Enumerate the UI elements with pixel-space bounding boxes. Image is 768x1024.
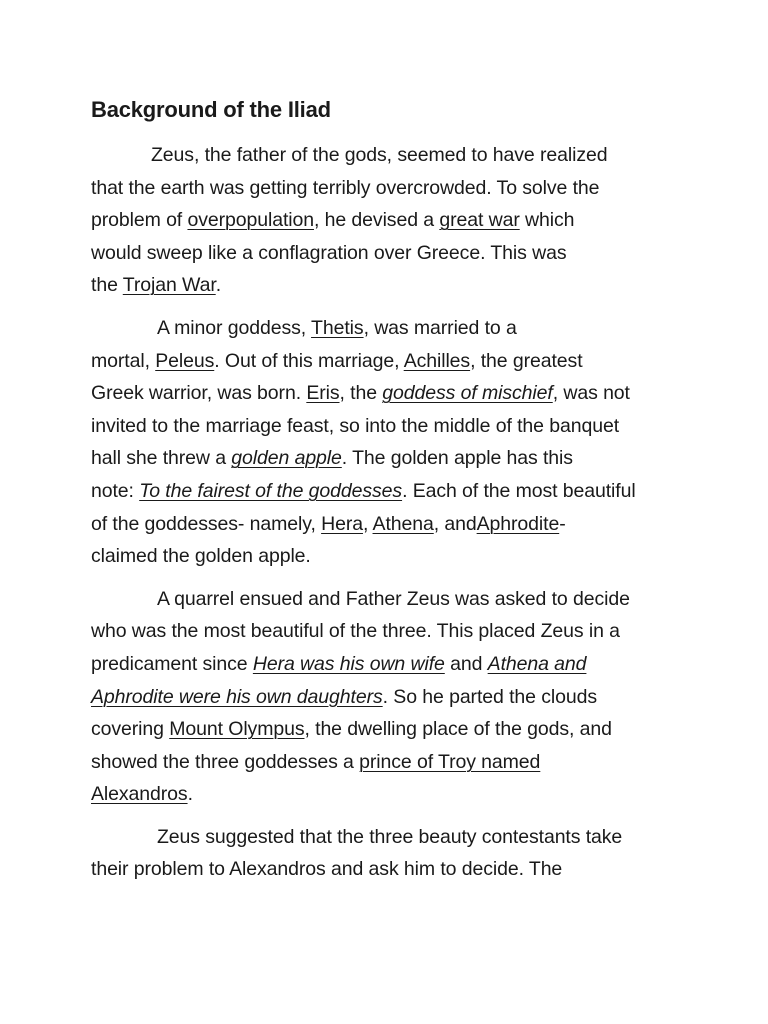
paragraph-line: A minor goddess, Thetis, was married to a [157, 316, 517, 339]
paragraph-line: the Trojan War. [91, 274, 222, 297]
paragraph-4 [91, 821, 688, 886]
paragraph-line: who was the most beautiful of the three. This placed Zeus in a [91, 620, 620, 643]
link-eris[interactable]: Eris [306, 382, 340, 405]
paragraph-line: invited to the marriage feast, so into the middle of the banquet [91, 414, 620, 437]
link-alexandros[interactable]: Alexandros [91, 783, 188, 806]
link-athena-aphrodite-cont[interactable]: Aphrodite were his own daughters [91, 685, 383, 708]
link-thetis[interactable]: Thetis [311, 316, 364, 339]
paragraph-2 [91, 312, 688, 573]
link-peleus[interactable]: Peleus [155, 349, 215, 372]
paragraph-line: that the earth was getting terribly overcrowded. To solve the [91, 176, 600, 199]
paragraph-line: would sweep like a conflagration over Greece. This was [91, 241, 567, 264]
link-hera-wife[interactable]: Hera was his own wife [252, 652, 445, 675]
paragraph-line: of the goddesses- namely, Hera, Athena, andAphrodite- [91, 512, 566, 535]
paragraph-3 [91, 583, 688, 811]
link-fairest-goddesses[interactable]: To the fairest of the goddesses [139, 479, 403, 502]
link-hera[interactable]: Hera [321, 512, 363, 535]
paragraph-line: covering Mount Olympus, the dwelling place of the gods, and [91, 718, 612, 741]
link-great-war[interactable]: great war [439, 209, 520, 232]
paragraph-line: Alexandros. [91, 783, 193, 806]
paragraph-line: Zeus, the father of the gods, seemed to have realized [151, 144, 608, 166]
paragraph-line: hall she threw a golden apple. The golden apple has this [91, 447, 573, 470]
link-prince-of-troy[interactable]: prince of Troy named [359, 750, 541, 773]
page-title: Background of the Iliad [91, 97, 331, 122]
link-goddess-of-mischief[interactable]: goddess of mischief [382, 382, 553, 405]
paragraph-line: note: To the fairest of the goddesses. Each of the most beautiful [91, 479, 636, 502]
link-trojan-war[interactable]: Trojan War [122, 274, 216, 297]
paragraph-line: Greek warrior, was born. Eris, the goddess of mischief, was not [91, 382, 630, 405]
paragraph-line: problem of overpopulation, he devised a great war which [91, 209, 575, 232]
paragraph-line: showed the three goddesses a prince of Troy named [91, 750, 541, 773]
paragraph-line: their problem to Alexandros and ask him to decide. The [91, 858, 563, 881]
paragraph-line: Aphrodite were his own daughters. So he parted the clouds [91, 685, 597, 708]
link-achilles[interactable]: Achilles [403, 349, 471, 372]
paragraph-line: Zeus suggested that the three beauty contestants take [157, 825, 623, 848]
paragraph-line: claimed the golden apple. [91, 545, 311, 568]
paragraph-1 [91, 139, 688, 302]
link-mount-olympus[interactable]: Mount Olympus [169, 718, 305, 741]
link-overpopulation[interactable]: overpopulation [187, 209, 314, 232]
link-golden-apple[interactable]: golden apple [231, 447, 342, 470]
paragraph-line: predicament since Hera was his own wife and Athena and [91, 652, 587, 675]
paragraph-line: A quarrel ensued and Father Zeus was asked to decide [157, 587, 630, 610]
link-aphrodite[interactable]: Aphrodite [476, 512, 560, 535]
link-athena[interactable]: Athena [372, 512, 434, 535]
paragraph-line: mortal, Peleus. Out of this marriage, Achilles, the greatest [91, 349, 583, 372]
link-athena-aphrodite[interactable]: Athena and [487, 652, 587, 675]
